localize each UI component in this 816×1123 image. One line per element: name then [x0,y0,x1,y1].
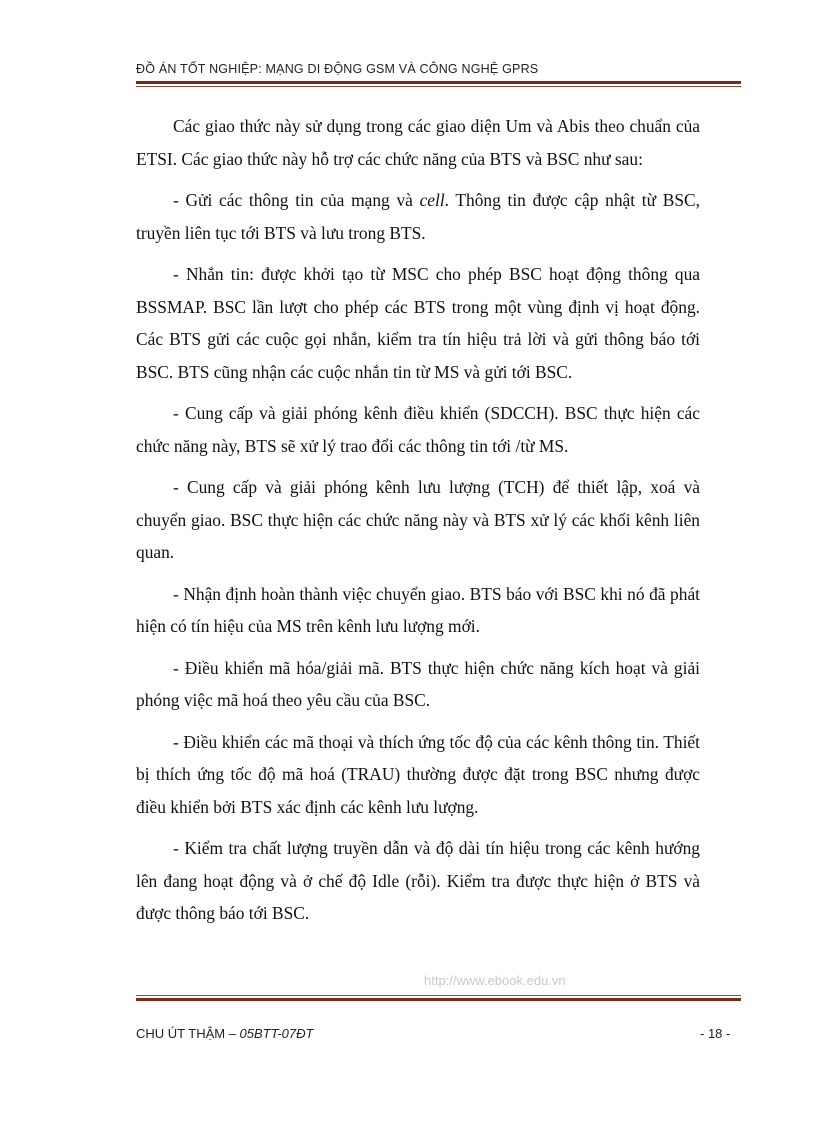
paragraph: - Cung cấp và giải phóng kênh điều khiển (SDCCH). BSC thực hiện các chức năng này, BTS sẽ xử lý trao đổi các thông tin tới /từ MS. [136,403,700,456]
body-text [136,110,700,939]
header-rule [136,81,741,84]
paragraph-part: . Thông tin được cập nhật từ BSC, truyền liên tục tới BTS và lưu trong BTS. [136,189,700,243]
paragraph: - Nhận định hoàn thành việc chuyển giao. BTS báo với BSC khi nó đã phát hiện có tín hiệu của MS trên kênh lưu lượng mới. [136,583,700,637]
footer-author-name: CHU ÚT THẬM – [136,1026,240,1041]
paragraph [136,184,700,249]
page-number: - 18 - [700,1026,731,1041]
paragraph: Các giao thức này sử dụng trong các giao diện Um và Abis theo chuẩn của ETSI. Các giao thức này hỗ trợ các chức năng của BTS và BSC như sau: [136,116,700,169]
watermark-url: http://www.ebook.edu.vn [424,973,566,988]
footer-author [136,1026,313,1041]
paragraph: - Kiểm tra chất lượng truyền dẫn và độ dài tín hiệu trong các kênh hướng lên đang hoạt động và ở chế độ Idle (rỗi). Kiểm tra được thực hiện ở BTS và được thông báo tới BSC. [136,838,700,924]
paragraph-emphasis: cell [419,189,445,210]
page-header-title: ĐỒ ÁN TỐT NGHIỆP: MẠNG DI ĐỘNG GSM VÀ CÔNG NGHỆ GPRS [136,62,539,76]
paragraph: - Nhắn tin: được khởi tạo từ MSC cho phép BSC hoạt động thông qua BSSMAP. BSC lần lượt cho phép các BTS trong một vùng định vị hoạt động. Các BTS gửi các cuộc gọi nhắn, kiểm tra tín hiệu trả lời và gửi thông báo tới BSC. BTS cũng nhận các cuộc nhắn tin từ MS và gửi tới BSC. [136,263,700,382]
header-rule-thin [136,86,741,87]
footer-rule [136,998,741,1001]
paragraph: - Điều khiển mã hóa/giải mã. BTS thực hiện chức năng kích hoạt và giải phóng việc mã hoá theo yêu cầu của BSC. [136,657,700,711]
footer-rule-thin [136,995,741,996]
paragraph-part: - Gửi các thông tin của mạng và [173,189,420,210]
paragraph: - Điều khiển các mã thoại và thích ứng tốc độ của các kênh thông tin. Thiết bị thích ứng tốc độ mã hoá (TRAU) thường được đặt trong BSC nhưng được điều khiển bởi BTS xác định các kênh lưu lượng. [136,731,700,817]
footer-class-code: 05BTT-07ĐT [239,1026,314,1041]
paragraph: - Cung cấp và giải phóng kênh lưu lượng (TCH) để thiết lập, xoá và chuyển giao. BSC thực hiện các chức năng này và BTS xử lý các khối kênh liên quan. [136,477,700,563]
